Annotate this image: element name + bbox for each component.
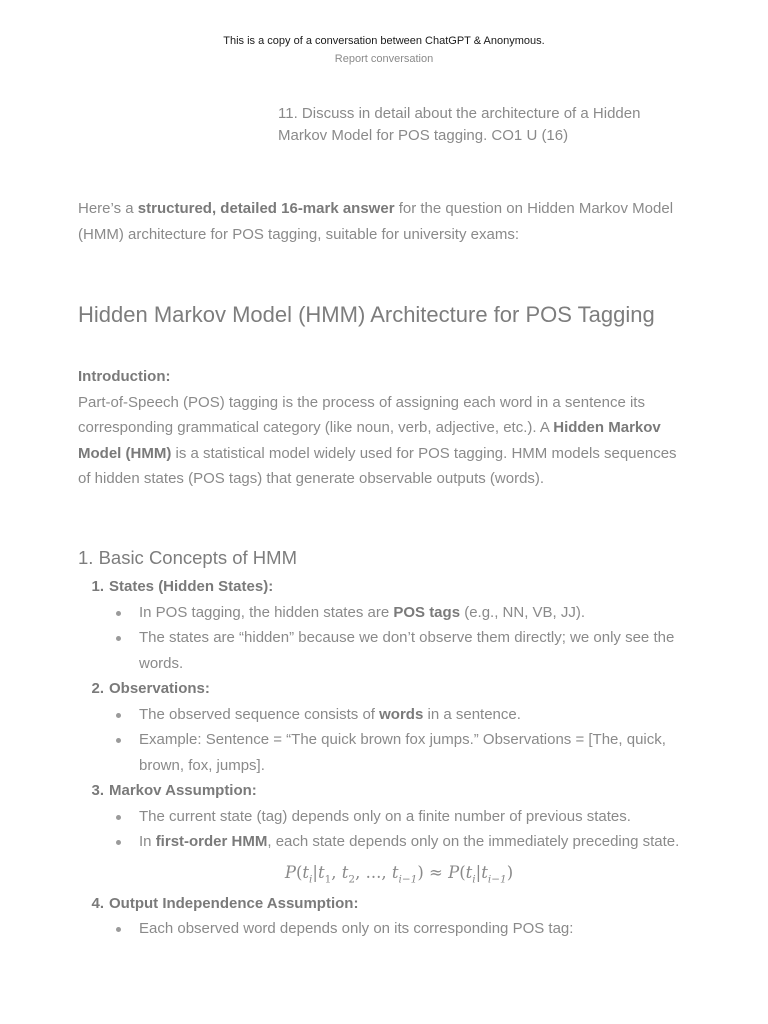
formula-sub: i−1: [398, 872, 418, 885]
intro-text-post: for the question on Hidden Markov Model (HMM) architecture for POS tagging, suitable for university exams:: [78, 200, 674, 243]
introduction-text-bold: Hidden Markov Model (HMM): [78, 419, 661, 462]
formula-sub: i: [309, 872, 313, 885]
shared-notice-text: This is a copy of a conversation between ChatGPT & Anonymous.: [223, 35, 545, 47]
introduction-text-2: is a statistical model widely used for POS tagging. HMM models sequences of hidden states (POS tags) that generate observable outputs (words).: [78, 444, 677, 487]
formula-paren: ): [417, 862, 424, 882]
basic-concepts-list: [78, 574, 690, 942]
formula-bar: |: [475, 862, 482, 882]
formula-var: t: [302, 862, 310, 882]
intro-text-bold: structured, detailed 16-mark answer: [137, 200, 395, 217]
bullet-text-bold: words: [379, 705, 424, 723]
concept-title: Observations:: [109, 680, 210, 697]
concept-title: Markov Assumption:: [109, 782, 257, 799]
formula-var: t: [465, 862, 473, 882]
bullet-item: The current state (tag) depends only on a finite number of previous states.: [78, 804, 690, 830]
introduction-paragraph: [78, 390, 690, 492]
bullet-text: In POS tagging, the hidden states are: [139, 603, 394, 621]
bullet-list: [78, 916, 690, 942]
formula-sub: i: [472, 872, 476, 885]
formula-comma: ,: [355, 862, 361, 882]
assistant-intro: [78, 196, 690, 247]
bullet-list: [78, 804, 690, 855]
introduction-label: Introduction:: [78, 368, 171, 385]
list-number: 3.: [91, 782, 104, 799]
concept-item-states: [78, 574, 690, 676]
bullet-list: [78, 600, 690, 677]
formula-approx: ≈: [429, 862, 443, 882]
bullet-list: [78, 702, 690, 779]
list-number: 4.: [91, 894, 104, 912]
bullet-text: (e.g., NN, VB, JJ).: [460, 603, 586, 621]
formula-comma: ,: [381, 862, 387, 882]
concept-title: Output Independence Assumption:: [109, 894, 359, 912]
formula-comma: ,: [331, 862, 337, 882]
formula-var: t: [481, 862, 488, 882]
formula-var: t: [341, 862, 349, 882]
section-heading-basic-concepts: 1. Basic Concepts of HMM: [78, 547, 297, 568]
markov-formula: [78, 855, 690, 891]
bullet-item: [78, 702, 690, 728]
answer-title: Hidden Markov Model (HMM) Architecture for POS Tagging: [78, 302, 655, 327]
concept-item-observations: [78, 676, 690, 778]
bullet-text-bold: POS tags: [393, 603, 461, 621]
formula-paren: ): [506, 862, 514, 882]
introduction-section: [78, 364, 690, 492]
concept-item-markov-assumption: [78, 778, 690, 855]
formula-var: t: [317, 862, 325, 882]
formula-var: t: [391, 862, 399, 882]
formula-bar: |: [312, 862, 318, 882]
list-number: 1.: [91, 578, 104, 595]
intro-text-pre: Here’s a: [78, 200, 138, 217]
bullet-text-bold: first-order HMM: [155, 833, 268, 850]
formula-paren: (: [459, 862, 466, 882]
formula-sub: 1: [324, 872, 332, 885]
assistant-intro-paragraph: [78, 196, 690, 247]
concept-item-output-independence: [78, 891, 690, 942]
formula-func: P: [284, 862, 296, 882]
report-conversation-link[interactable]: Report conversation: [334, 53, 434, 65]
bullet-item: The states are “hidden” because we don’t observe them directly; we only see the words.: [78, 625, 690, 676]
bullet-text: in a sentence.: [423, 705, 521, 723]
bullet-item: Each observed word depends only on its corresponding POS tag:: [78, 916, 690, 942]
bullet-text: In: [139, 833, 156, 850]
formula-sub: i−1: [487, 872, 507, 885]
formula-paren: (: [295, 862, 303, 882]
bullet-text: , each state depends only on the immediately preceding state.: [267, 833, 680, 850]
list-number: 2.: [91, 680, 104, 697]
concept-title: States (Hidden States):: [109, 578, 274, 595]
bullet-item: [78, 600, 690, 626]
formula-sub: 2: [348, 872, 356, 885]
bullet-item: [78, 829, 690, 855]
shared-conversation-banner: [0, 34, 768, 67]
user-message: 11. Discuss in detail about the architecture of a Hidden Markov Model for POS tagging. CO1 U (16): [278, 105, 641, 144]
bullet-item: Example: Sentence = “The quick brown fox jumps.” Observations = [The, quick, brown, fox, jumps].: [78, 727, 690, 778]
introduction-text-1: Part-of-Speech (POS) tagging is the process of assigning each word in a sentence its corresponding grammatical category (like noun, verb, adjective, etc.). A: [78, 393, 645, 436]
formula-ellipsis: ...: [365, 862, 382, 882]
formula-func: P: [448, 862, 460, 882]
bullet-text: The observed sequence consists of: [139, 705, 380, 723]
